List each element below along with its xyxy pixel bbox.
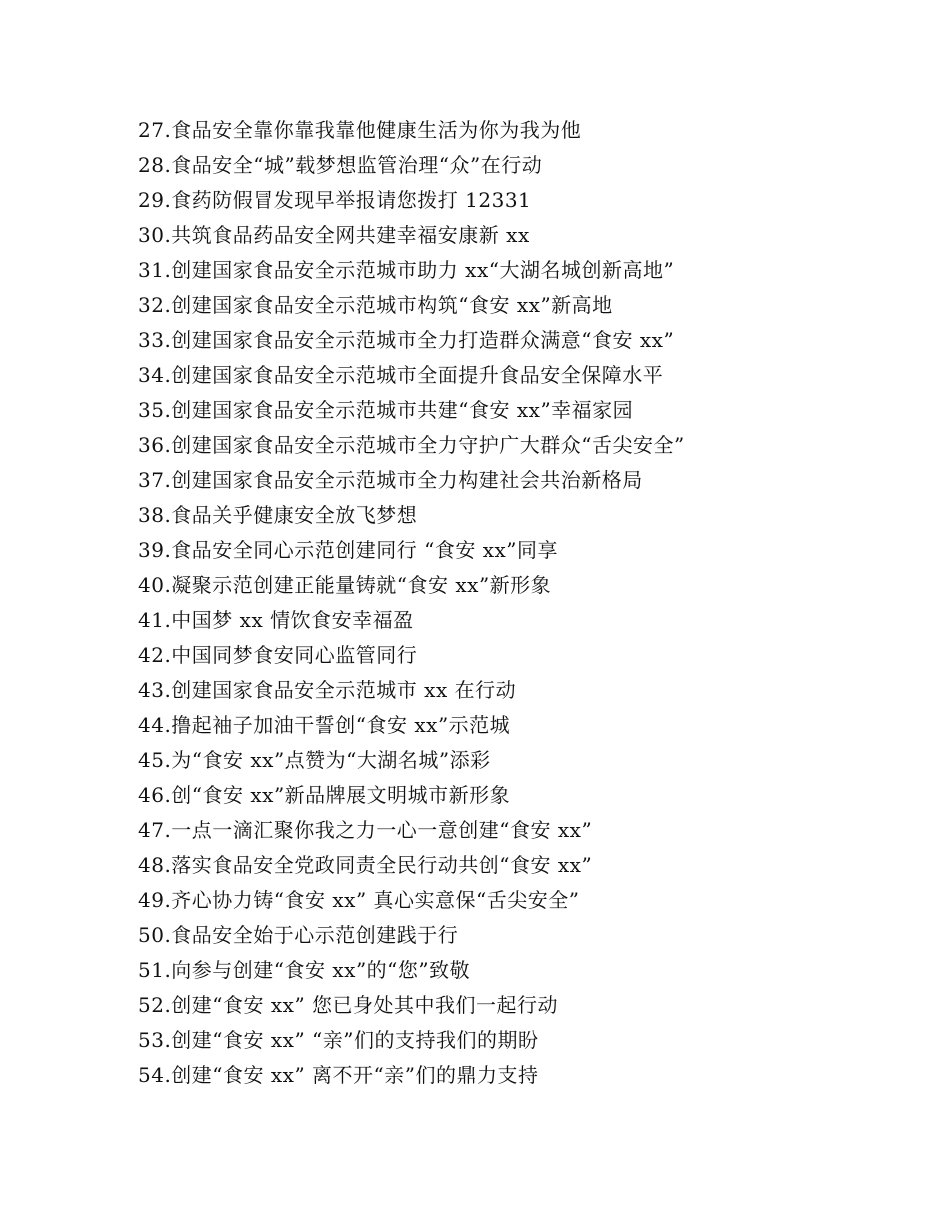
slogan-line: 40.凝聚示范创建正能量铸就“食安 xx”新形象 [138, 573, 552, 597]
slogan-line: 53.创建“食安 xx” “亲”们的支持我们的期盼 [138, 1028, 539, 1052]
slogan-line: 43.创建国家食品安全示范城市 xx 在行动 [138, 678, 517, 702]
slogan-line: 50.食品安全始于心示范创建践于行 [138, 923, 459, 947]
slogan-line: 29.食药防假冒发现早举报请您拨打 12331 [138, 188, 532, 212]
slogan-line: 37.创建国家食品安全示范城市全力构建社会共治新格局 [138, 468, 643, 492]
slogan-line: 35.创建国家食品安全示范城市共建“食安 xx”幸福家园 [138, 398, 634, 422]
slogan-line: 39.食品安全同心示范创建同行 “食安 xx”同享 [138, 538, 559, 562]
slogan-line: 54.创建“食安 xx” 离不开“亲”们的鼎力支持 [138, 1063, 539, 1087]
slogan-line: 36.创建国家食品安全示范城市全力守护广大群众“舌尖安全” [138, 433, 685, 457]
slogan-line: 34.创建国家食品安全示范城市全面提升食品安全保障水平 [138, 363, 664, 387]
slogan-line: 49.齐心协力铸“食安 xx” 真心实意保“舌尖安全” [138, 888, 580, 912]
slogan-line: 32.创建国家食品安全示范城市构筑“食安 xx”新高地 [138, 293, 613, 317]
slogan-line: 45.为“食安 xx”点赞为“大湖名城”添彩 [138, 748, 491, 772]
slogan-line: 31.创建国家食品安全示范城市助力 xx“大湖名城创新高地” [138, 258, 675, 282]
slogan-line: 47.一点一滴汇聚你我之力一心一意创建“食安 xx” [138, 818, 593, 842]
slogan-line: 38.食品关乎健康安全放飞梦想 [138, 503, 418, 527]
slogan-line: 46.创“食安 xx”新品牌展文明城市新形象 [138, 783, 511, 807]
slogan-line: 30.共筑食品药品安全网共建幸福安康新 xx [138, 223, 530, 247]
slogan-line: 48.落实食品安全党政同责全民行动共创“食安 xx” [138, 853, 593, 877]
slogan-line: 28.食品安全“城”载梦想监管治理“众”在行动 [138, 153, 543, 177]
slogan-line: 51.向参与创建“食安 xx”的“您”致敬 [138, 958, 471, 982]
slogan-line: 52.创建“食安 xx” 您已身处其中我们一起行动 [138, 993, 559, 1017]
slogan-line: 41.中国梦 xx 情饮食安幸福盈 [138, 608, 414, 632]
slogan-line: 33.创建国家食品安全示范城市全力打造群众满意“食安 xx” [138, 328, 675, 352]
slogan-line: 27.食品安全靠你靠我靠他健康生活为你为我为他 [138, 118, 582, 142]
slogan-line: 42.中国同梦食安同心监管同行 [138, 643, 418, 667]
slogan-list [138, 113, 878, 1093]
slogan-line: 44.撸起袖子加油干誓创“食安 xx”示范城 [138, 713, 511, 737]
